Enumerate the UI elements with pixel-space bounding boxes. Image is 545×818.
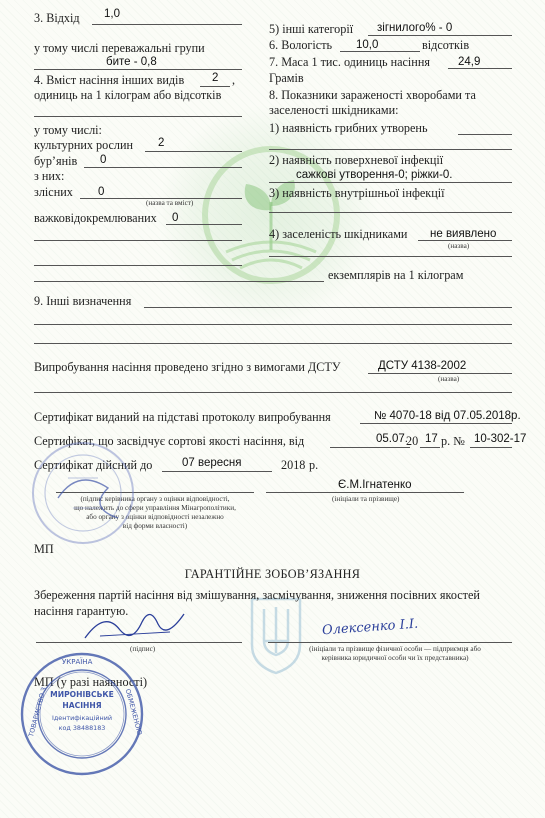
l8-1-line-2 (269, 149, 512, 150)
valid-date: 07 вересня (182, 457, 242, 469)
valid-label: Сертифікат дійсний до (34, 458, 153, 472)
l8-label-1: 8. Показники зараженості хворобами та (269, 88, 476, 102)
l3-sub-label: у тому числі переважальні групи (34, 41, 205, 55)
weeds-label: бур’янів (34, 154, 78, 168)
confirms-label: Сертифікат, що засвідчує сортові якості насіння, від (34, 434, 305, 448)
l9-line-3 (34, 343, 512, 344)
per-kg-label: екземплярів на 1 кілограм (328, 268, 464, 282)
company-stamp (18, 650, 146, 778)
hard-sep-label: важковідокремлюваних (34, 211, 157, 225)
body-hint-2: що належить до сфери управління Мінагрополітики, (74, 504, 236, 512)
testing-value: ДСТУ 4138-2002 (378, 360, 467, 372)
incl-label: у тому числі: (34, 123, 102, 137)
l4-unit: одиниць на 1 кілограм або відсотків (34, 88, 222, 102)
guarantee-signature-hint: (підпис) (130, 645, 156, 653)
l3-line (92, 24, 242, 25)
l4-line (200, 86, 230, 87)
hard-sep-value: 0 (172, 212, 179, 224)
weeds-line (84, 167, 242, 168)
valid-year: 2018 (281, 458, 306, 472)
confirms-number: 10-302-17 (474, 433, 527, 445)
l7-label: 7. Маса 1 тис. одиниць насіння (269, 55, 430, 69)
blank-line-left-2 (34, 265, 242, 266)
mp-label-1: МП (34, 542, 54, 556)
trident-watermark (246, 595, 306, 675)
confirms-year-suffix: р. № (441, 434, 465, 448)
l6-label: 6. Вологість (269, 38, 333, 52)
l8-1-line (458, 134, 512, 135)
l8-2-label: 2) наявність поверхневої інфекції (269, 153, 444, 167)
guarantee-signer-script: Олексенко І.І. (321, 616, 419, 639)
l5-label: 5) інші категорії (269, 22, 354, 36)
guarantee-signer-hint-1: (ініціали та прізвище фізичної особи — підприємця або (309, 645, 481, 653)
l8-4-label: 4) заселеність шкідниками (269, 227, 408, 241)
guarantee-signer-line (268, 642, 512, 643)
l4-suffix: , (232, 73, 236, 87)
l9-label: 9. Інші визначення (34, 294, 132, 308)
guarantee-text-2: насіння гарантую. (34, 604, 129, 618)
stamp-ring-right: ОБМЕЖЕНОЮ (123, 688, 144, 736)
lab-stamp-icon (28, 438, 138, 548)
l4-unit-line (34, 116, 242, 117)
confirms-number-line (470, 447, 512, 448)
confirms-date-line (330, 447, 410, 448)
testing-line-2 (34, 392, 512, 393)
stamp-line-4: код 38488183 (58, 724, 106, 732)
crops-line (145, 151, 242, 152)
confirms-year-prefix: 20 (406, 434, 419, 448)
l8-4-value: не виявлено (430, 228, 497, 240)
l6-unit: відсотків (422, 38, 470, 52)
l5-value: зігнилого% - 0 (377, 22, 453, 34)
guarantee-title: ГАРАНТІЙНЕ ЗОБОВ’ЯЗАННЯ (184, 567, 361, 581)
issued-label: Сертифікат виданий на підставі протоколу випробування (34, 410, 331, 424)
guarantee-signer-hint-2: керівника юридичної особи чи їх представника) (321, 654, 469, 662)
l3-sub-line (34, 69, 242, 70)
stamp-line-3: Ідентифікаційний (51, 714, 113, 722)
confirms-year-line (420, 447, 440, 448)
l8-2-line (269, 182, 512, 183)
l8-4-line-2 (269, 256, 512, 257)
stamp-ring-top: УКРАЇНА (62, 658, 93, 666)
stamp-line-2: НАСІННЯ (62, 701, 102, 710)
l8-label-2: заселеності шкідниками: (269, 103, 399, 117)
l8-1-label: 1) наявність грибних утворень (269, 121, 428, 135)
crops-value: 2 (158, 137, 165, 149)
body-hint-4: від форми власності) (122, 522, 188, 530)
l6-line (340, 51, 420, 52)
stamp-ring-left: ТОВАРИСТВО З (27, 686, 49, 738)
valid-year-suffix: р. (309, 458, 319, 472)
l9-line-2 (34, 324, 512, 325)
testing-label: Випробування насіння проведено згідно з вимогами ДСТУ (34, 360, 341, 374)
l8-4-hint: (назва) (448, 242, 470, 250)
blank-line-left-3 (34, 281, 324, 282)
l5-line (368, 35, 512, 36)
l7-unit: Грамів (269, 71, 304, 85)
signer-line (266, 492, 464, 493)
l7-value: 24,9 (458, 56, 481, 68)
signer-name: Є.М.Ігнатенко (338, 479, 412, 491)
testing-line (368, 373, 512, 374)
l6-value: 10,0 (356, 39, 379, 51)
malicious-value: 0 (98, 186, 105, 198)
l8-2-value: сажкові утворення-0; ріжки-0. (296, 169, 453, 181)
l4-label: 4. Вміст насіння інших видів (34, 73, 185, 87)
valid-date-line (162, 471, 272, 472)
l8-3-label: 3) наявність внутрішньої інфекції (269, 186, 445, 200)
body-hint-3: або органу з оцінки відповідності незалежно (86, 513, 224, 521)
issued-line (360, 423, 512, 424)
weeds-value: 0 (100, 154, 107, 166)
protocol-value: № 4070-18 від 07.05.2018р. (374, 410, 521, 422)
l9-line (144, 307, 512, 308)
signer-hint: (ініціали та прізвище) (332, 495, 400, 503)
signature-scribble-icon (80, 600, 190, 645)
l8-3-line (269, 212, 512, 213)
of-them-label: з них: (34, 169, 65, 183)
l3-label: 3. Відхід (34, 11, 80, 25)
testing-hint: (назва) (438, 375, 460, 383)
confirms-year: 17 (425, 433, 438, 445)
blank-line-left-1 (34, 240, 242, 241)
body-hint-1: (підпис керівника органу з оцінки відповідності, (80, 495, 230, 503)
name-hint: (назва та вміст) (146, 199, 194, 207)
l4-value: 2 (212, 72, 219, 84)
mp-label-2: МП (у разі наявності) (34, 675, 148, 689)
guarantee-text-1: Збереження партій насіння від змішування, засмічування, зниження посівних якостей (34, 588, 480, 602)
l3-sub-value: бите - 0,8 (106, 56, 157, 68)
malicious-label: злісних (34, 185, 73, 199)
confirms-date: 05.07. (376, 433, 408, 445)
stamp-line-1: МИРОНІВСЬКЕ (50, 690, 114, 699)
crops-label: культурних рослин (34, 138, 134, 152)
l3-value: 1,0 (104, 8, 120, 20)
